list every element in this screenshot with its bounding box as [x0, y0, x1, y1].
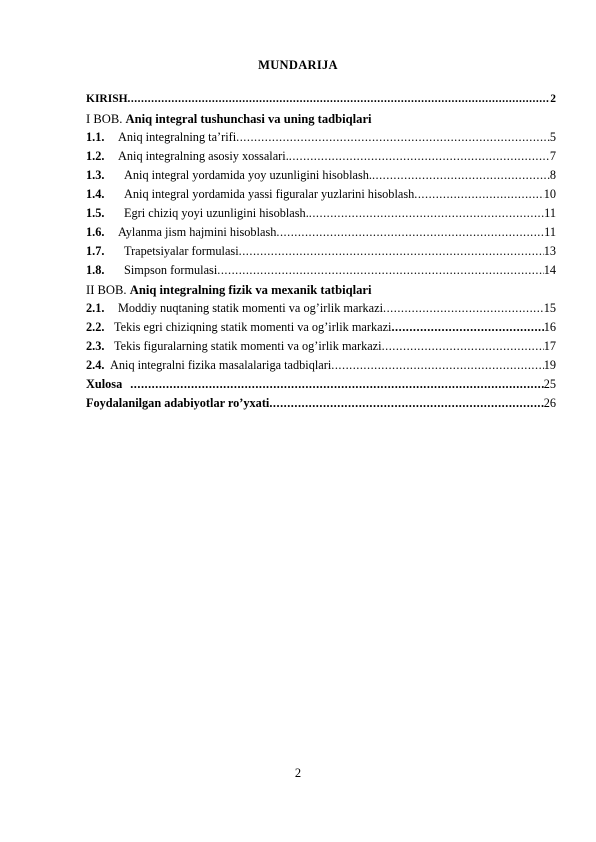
toc-entry-text: Moddiy nuqtaning statik momenti va og’irlik markazi — [118, 301, 384, 315]
toc-entry-text: Aniq integral yordamida yoy uzunligini hisoblash. — [124, 168, 372, 182]
toc-entry-number: 1.2. — [86, 149, 105, 163]
toc-entry — [86, 128, 556, 147]
toc-entry-number: 1.3. — [86, 168, 105, 182]
toc-entry — [86, 356, 556, 375]
toc-entry — [86, 166, 556, 185]
toc-entry-text: Tekis egri chiziqning statik momenti va og’irlik markazi — [114, 320, 392, 334]
toc-entry-label: Foydalanilgan adabiyotlar ro’yxati — [86, 396, 270, 410]
dot-leader — [391, 318, 543, 337]
toc-entry-text: Aniq integralning ta’rifi — [118, 130, 237, 144]
dot-leader — [331, 356, 543, 375]
dot-leader — [289, 147, 550, 166]
toc-entry-page: 19 — [543, 358, 556, 372]
toc-entry-number: 2.2. — [86, 320, 105, 334]
chapter-title: Aniq integralning fizik va mexanik tatbiqlari — [129, 283, 372, 297]
page-title: MUNDARIJA — [258, 58, 338, 72]
dot-leader — [276, 223, 544, 242]
toc-entry-number: 1.5. — [86, 206, 105, 220]
toc-entry-text: Simpson formulasi — [124, 263, 218, 277]
toc-entry-number: 1.1. — [86, 130, 105, 144]
toc-entry-page: 25 — [543, 377, 556, 391]
toc-entry-number: 2.1. — [86, 301, 105, 315]
toc-entry-page: 16 — [543, 320, 556, 334]
chapter-heading-2 — [86, 282, 556, 299]
dot-leader — [372, 166, 550, 185]
toc-entry-number: 1.4. — [86, 187, 105, 201]
toc-entry-text: Trapetsiyalar formulasi — [124, 244, 239, 258]
toc-entry — [86, 337, 556, 356]
toc-entry — [86, 147, 556, 166]
chapter-prefix: I BOB. — [86, 112, 123, 126]
dot-leader — [382, 337, 544, 356]
toc-entry-conclusion — [86, 375, 556, 394]
toc-entry-page: 10 — [543, 187, 556, 201]
toc-entry-number: 2.4. — [86, 358, 105, 372]
toc-entry-number: 1.6. — [86, 225, 105, 239]
toc-entry-page: 11 — [544, 225, 556, 239]
toc-entry-number: 1.8. — [86, 263, 105, 277]
toc-entry — [86, 242, 556, 261]
toc-entry-page: 15 — [543, 301, 556, 315]
toc-entry-page: 2 — [550, 93, 556, 105]
dot-leader — [236, 128, 550, 147]
toc-entry-text: Aniq integralni fizika masalalariga tadbiqlari — [110, 358, 332, 372]
toc-entry-text: Aniq integralning asosiy xossalari. — [118, 149, 289, 163]
page-number: 2 — [294, 766, 302, 780]
toc-entry — [86, 299, 556, 318]
toc-entry-page: 11 — [544, 206, 556, 220]
toc-entry — [86, 204, 556, 223]
toc-entry-text: Aylanma jism hajmini hisoblash — [118, 225, 277, 239]
dot-leader — [239, 242, 544, 261]
toc-entry-page: 5 — [549, 130, 556, 144]
dot-leader — [122, 375, 543, 394]
toc-entry-number: 2.3. — [86, 339, 105, 353]
toc-entry — [86, 318, 556, 337]
toc-entry — [86, 261, 556, 280]
toc-entry-intro — [86, 90, 556, 109]
toc-entry-label: KIRISH — [86, 93, 128, 105]
dot-leader — [414, 185, 543, 204]
dot-leader — [217, 261, 543, 280]
toc-entry-page: 26 — [543, 396, 556, 410]
toc-entry-label: Xulosa — [86, 377, 123, 391]
toc-entry-text: Egri chiziq yoyi uzunligini hisoblash. — [124, 206, 309, 220]
dot-leader — [309, 204, 544, 223]
toc-entry-page: 14 — [543, 263, 556, 277]
toc-entry-references — [86, 394, 556, 413]
toc-entry-page: 17 — [543, 339, 556, 353]
dot-leader — [128, 90, 551, 109]
toc-entry-page: 13 — [543, 244, 556, 258]
toc-entry — [86, 223, 556, 242]
toc-entry-page: 8 — [549, 168, 556, 182]
dot-leader — [383, 299, 544, 318]
toc-entry-number: 1.7. — [86, 244, 105, 258]
toc-entry — [86, 185, 556, 204]
dot-leader — [269, 394, 543, 413]
toc-entry-page: 7 — [549, 149, 556, 163]
toc-entry-text: Aniq integral yordamida yassi figuralar yuzlarini hisoblash — [124, 187, 415, 201]
chapter-heading-1 — [86, 111, 556, 128]
table-of-contents — [86, 90, 556, 413]
chapter-prefix: II BOB. — [86, 283, 127, 297]
chapter-title: Aniq integral tushunchasi va uning tadbiqlari — [125, 112, 372, 126]
toc-entry-text: Tekis figuralarning statik momenti va og’irlik markazi — [114, 339, 382, 353]
